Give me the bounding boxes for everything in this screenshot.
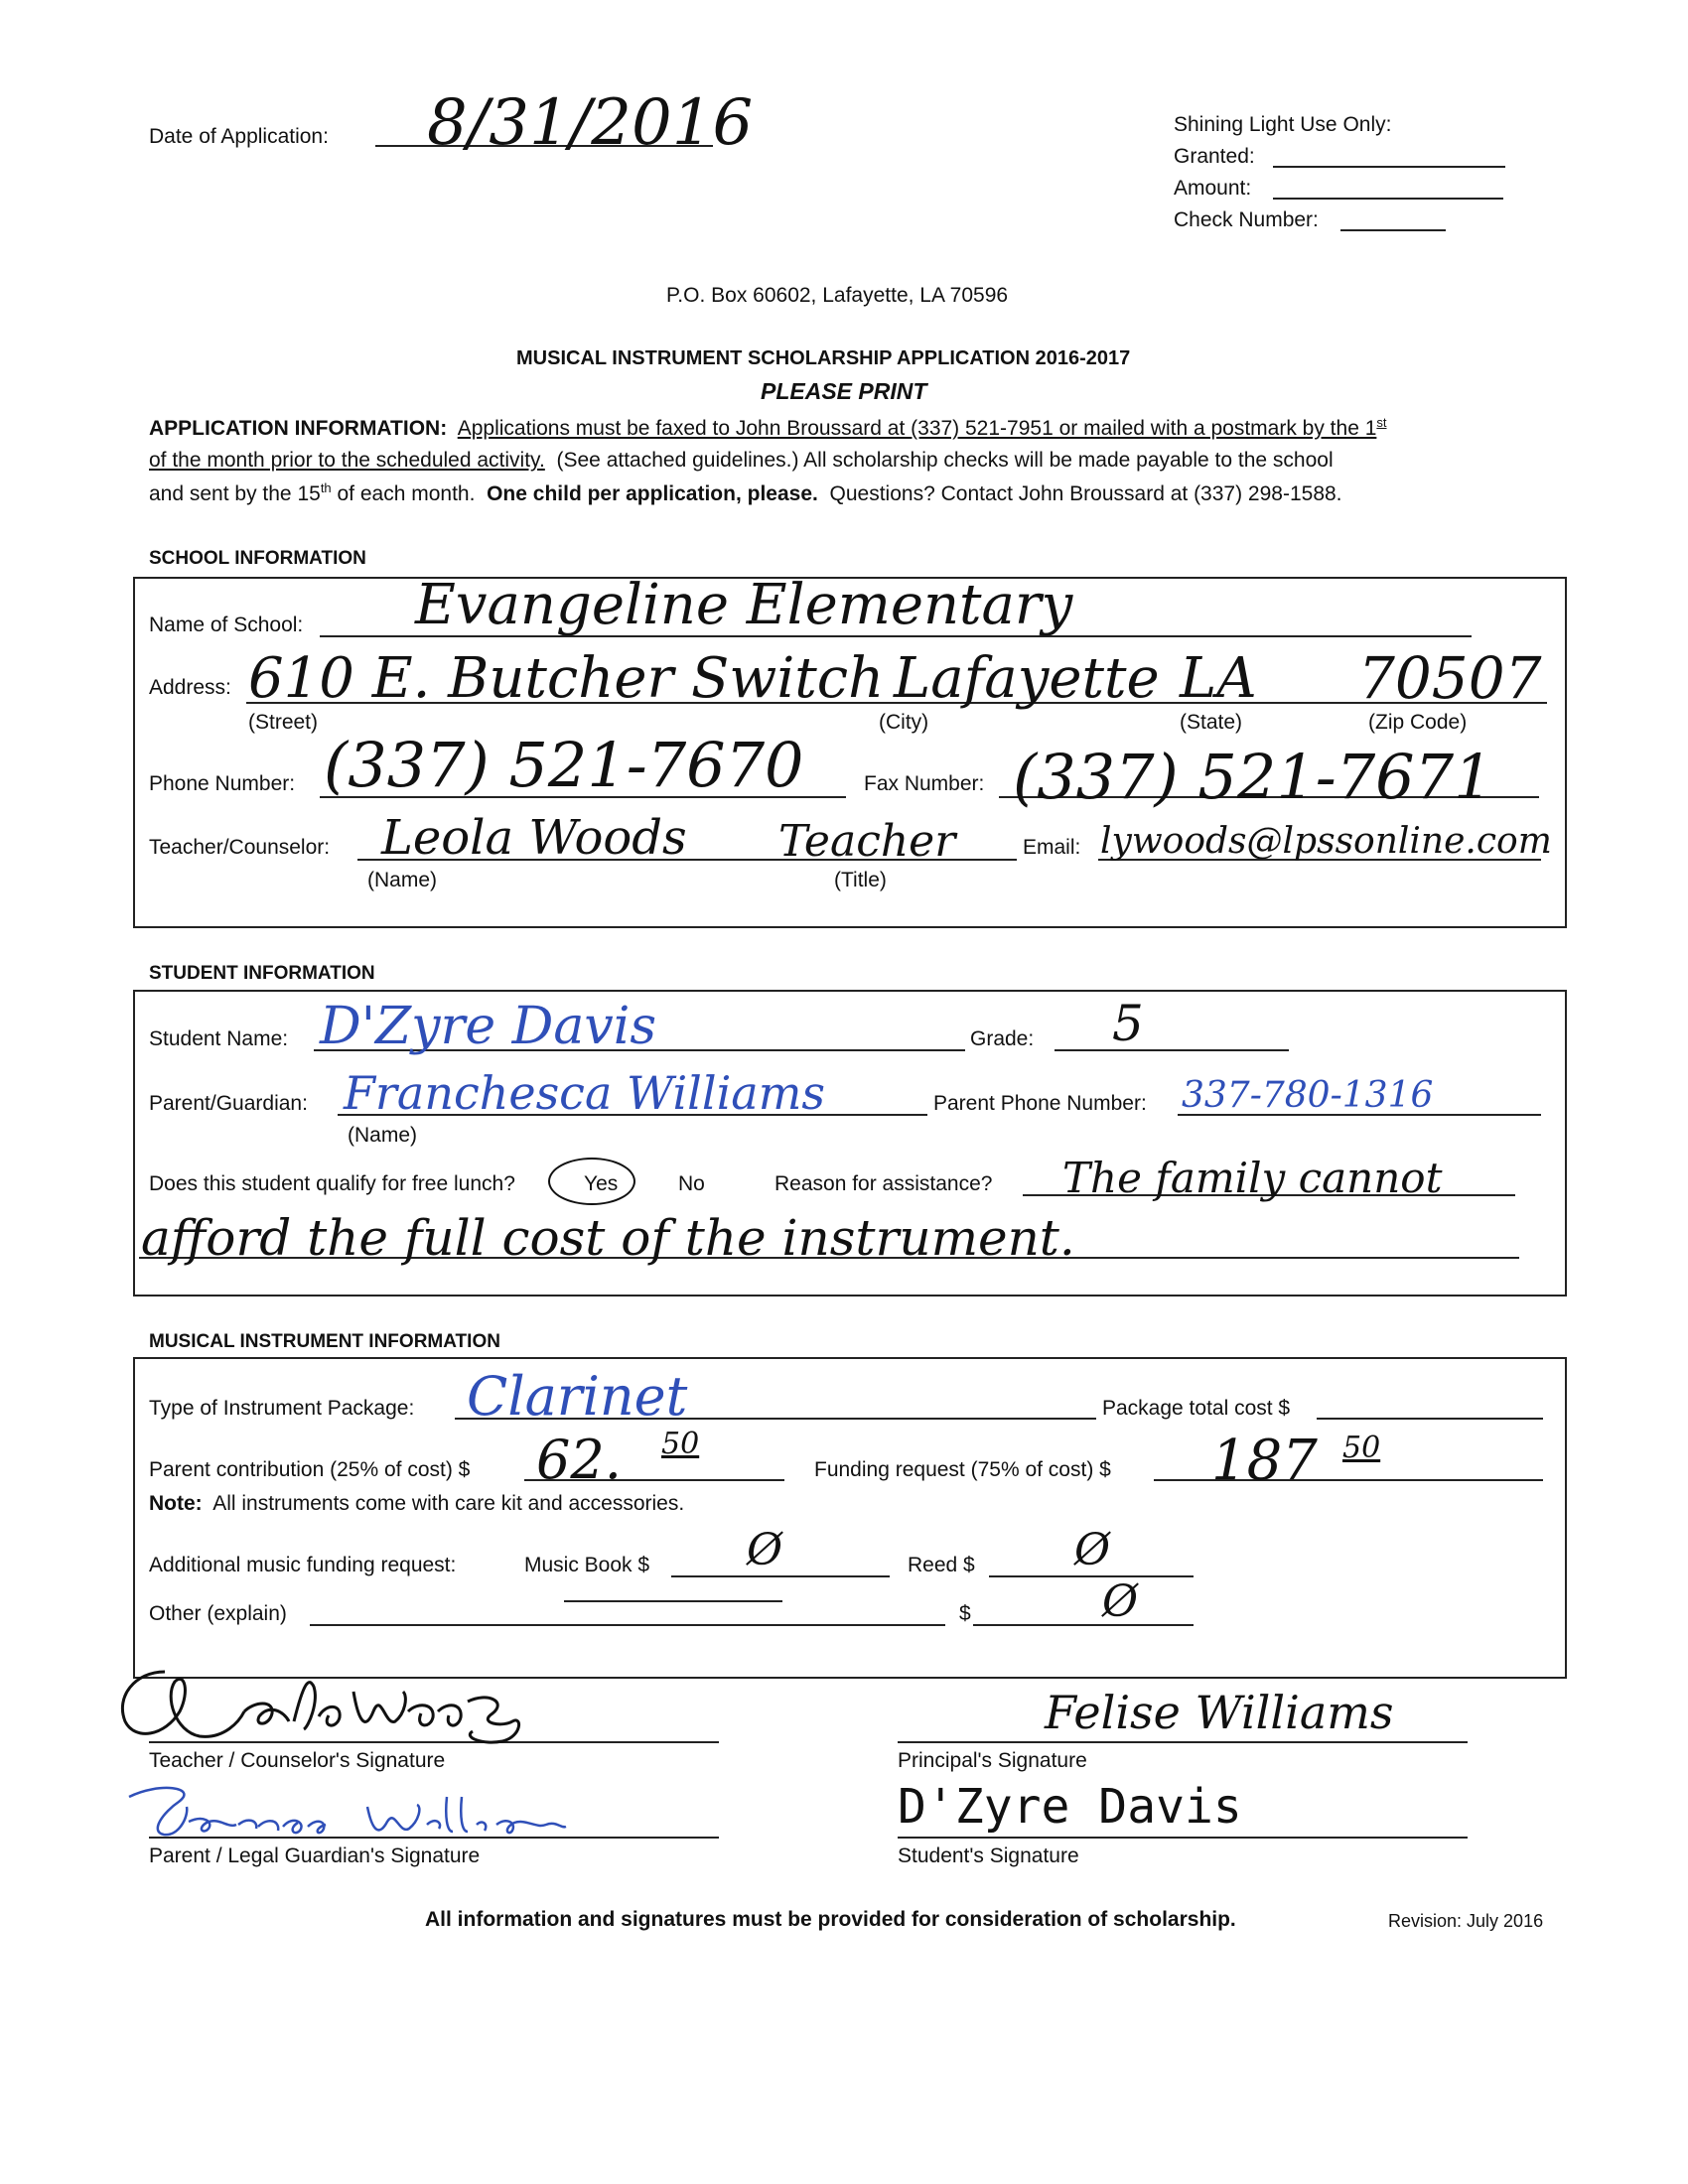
funding-request-value[interactable]: 187	[1211, 1429, 1318, 1493]
state-caption: (State)	[1180, 711, 1243, 734]
reed-label: Reed $	[908, 1554, 975, 1576]
teacher-name-value[interactable]: Leola Woods	[381, 810, 687, 866]
city-caption: (City)	[879, 711, 929, 734]
parent-name-value[interactable]: Franchesca Williams	[344, 1066, 825, 1120]
reed-line	[989, 1575, 1194, 1577]
other-amount-line	[973, 1624, 1194, 1626]
music-book-label: Music Book $	[524, 1554, 650, 1576]
free-lunch-question: Does this student qualify for free lunch?	[149, 1172, 515, 1195]
other-dollar-label: $	[959, 1602, 971, 1625]
note-text: All instruments come with care kit and accessories.	[212, 1492, 685, 1515]
parent-phone-value[interactable]: 337-780-1316	[1182, 1075, 1434, 1116]
parent-contribution-value[interactable]: 62.	[536, 1429, 622, 1491]
teacher-title-caption: (Title)	[834, 869, 887, 891]
student-info-heading: STUDENT INFORMATION	[149, 963, 375, 984]
grade-value[interactable]: 5	[1112, 995, 1144, 1052]
check-number-label: Check Number:	[1174, 208, 1319, 231]
office-use-title: Shining Light Use Only:	[1174, 113, 1392, 136]
app-info-line-2	[149, 449, 1334, 472]
other-amount-value[interactable]: Ø	[1102, 1576, 1139, 1627]
school-info-heading: SCHOOL INFORMATION	[149, 548, 366, 569]
revision-date: Revision: July 2016	[1388, 1911, 1544, 1931]
funding-request-label: Funding request (75% of cost) $	[814, 1458, 1111, 1481]
city-value[interactable]: Lafayette	[894, 646, 1160, 711]
phone-label: Phone Number:	[149, 772, 296, 795]
reed-value[interactable]: Ø	[1074, 1525, 1111, 1575]
app-info-line-1	[149, 416, 1387, 440]
parent-label: Parent/Guardian:	[149, 1092, 308, 1115]
parent-contribution-cents[interactable]: 50	[661, 1427, 700, 1461]
zip-value[interactable]: 70507	[1358, 644, 1542, 712]
parent-signature-image[interactable]	[119, 1777, 635, 1846]
date-value[interactable]: 8/31/2016	[427, 86, 754, 160]
teacher-name-caption: (Name)	[367, 869, 438, 891]
teacher-title-value[interactable]: Teacher	[778, 816, 956, 867]
school-name-value[interactable]: Evangeline Elementary	[415, 573, 1073, 637]
state-value[interactable]: LA	[1180, 646, 1257, 711]
free-lunch-yes[interactable]: Yes	[584, 1172, 619, 1195]
student-name-value[interactable]: D'Zyre Davis	[320, 997, 657, 1056]
student-signature-label: Student's Signature	[898, 1844, 1079, 1867]
free-lunch-no[interactable]: No	[678, 1172, 705, 1195]
parent-signature-label: Parent / Legal Guardian's Signature	[149, 1844, 481, 1867]
additional-funding-label: Additional music funding request:	[149, 1554, 457, 1576]
street-value[interactable]: 610 E. Butcher Switch	[248, 646, 885, 711]
app-info-underlined-2: of the month prior to the scheduled activity.	[149, 449, 545, 472]
instrument-type-value[interactable]: Clarinet	[467, 1365, 688, 1428]
app-info-underlined-1: Applications must be faxed to John Broussard at (337) 521-7951 or mailed with a postmark by the 1	[457, 417, 1377, 440]
date-label: Date of Application:	[149, 125, 329, 148]
teacher-signature-image[interactable]	[105, 1642, 582, 1761]
app-info-text-3a: and sent by the 15	[149, 482, 321, 505]
granted-label: Granted:	[1174, 145, 1255, 168]
funding-request-cents[interactable]: 50	[1342, 1431, 1381, 1465]
music-book-underline-mark	[564, 1600, 782, 1602]
amount-line[interactable]	[1273, 198, 1503, 200]
student-signature-value[interactable]: D'Zyre Davis	[898, 1779, 1242, 1835]
address-label: Address:	[149, 676, 231, 699]
fax-label: Fax Number:	[864, 772, 985, 795]
instrument-info-heading: MUSICAL INSTRUMENT INFORMATION	[149, 1331, 500, 1352]
zip-caption: (Zip Code)	[1368, 711, 1468, 734]
footer-notice: All information and signatures must be provided for consideration of scholarship.	[425, 1908, 1236, 1931]
app-info-text-3b: of each month.	[337, 482, 476, 505]
fax-value[interactable]: (337) 521-7671	[1013, 741, 1493, 813]
instrument-type-label: Type of Instrument Package:	[149, 1397, 415, 1420]
app-info-sup-1: st	[1376, 415, 1387, 430]
principal-signature-line	[898, 1741, 1468, 1743]
parent-name-caption: (Name)	[348, 1124, 418, 1147]
reason-label: Reason for assistance?	[774, 1172, 993, 1195]
student-name-label: Student Name:	[149, 1027, 289, 1050]
reason-value-line-1[interactable]: The family cannot	[1062, 1154, 1443, 1202]
music-book-value[interactable]: Ø	[747, 1525, 783, 1575]
app-info-text-2: (See attached guidelines.) All scholarship checks will be made payable to the school	[556, 449, 1334, 472]
grade-label: Grade:	[970, 1027, 1035, 1050]
principal-signature-label: Principal's Signature	[898, 1749, 1087, 1772]
note-line	[149, 1492, 684, 1515]
one-child-notice: One child per application, please.	[487, 482, 818, 505]
phone-value[interactable]: (337) 521-7670	[324, 729, 804, 801]
app-info-line-3	[149, 481, 1342, 505]
granted-line[interactable]	[1273, 166, 1505, 168]
student-signature-line	[898, 1837, 1468, 1839]
grade-line	[1055, 1049, 1289, 1051]
school-name-label: Name of School:	[149, 614, 304, 636]
music-book-line	[671, 1575, 890, 1577]
parent-phone-label: Parent Phone Number:	[933, 1092, 1147, 1115]
check-number-line[interactable]	[1340, 229, 1446, 231]
amount-label: Amount:	[1174, 177, 1252, 200]
package-total-label: Package total cost $	[1102, 1397, 1291, 1420]
other-explain-line[interactable]	[310, 1624, 945, 1626]
reason-value-line-2[interactable]: afford the full cost of the instrument.	[141, 1209, 1075, 1267]
po-box-address: P.O. Box 60602, Lafayette, LA 70596	[666, 284, 1009, 307]
form-title: MUSICAL INSTRUMENT SCHOLARSHIP APPLICATION 2016-2017	[516, 347, 1131, 369]
yes-selected-circle	[548, 1158, 635, 1205]
principal-signature-value[interactable]: Felise Williams	[1045, 1686, 1394, 1739]
parent-contribution-label: Parent contribution (25% of cost) $	[149, 1458, 471, 1481]
package-total-line[interactable]	[1317, 1418, 1543, 1420]
please-print: PLEASE PRINT	[761, 378, 927, 404]
email-label: Email:	[1023, 836, 1081, 859]
teacher-signature-label: Teacher / Counselor's Signature	[149, 1749, 446, 1772]
other-explain-label: Other (explain)	[149, 1602, 287, 1625]
app-info-sup-3: th	[320, 480, 332, 495]
app-info-heading: APPLICATION INFORMATION:	[149, 417, 448, 440]
email-value[interactable]: lywoods@lpssonline.com	[1100, 821, 1552, 862]
teacher-label: Teacher/Counselor:	[149, 836, 331, 859]
questions-contact: Questions? Contact John Broussard at (337) 298-1588.	[829, 482, 1342, 505]
note-label: Note:	[149, 1492, 203, 1515]
street-caption: (Street)	[248, 711, 319, 734]
